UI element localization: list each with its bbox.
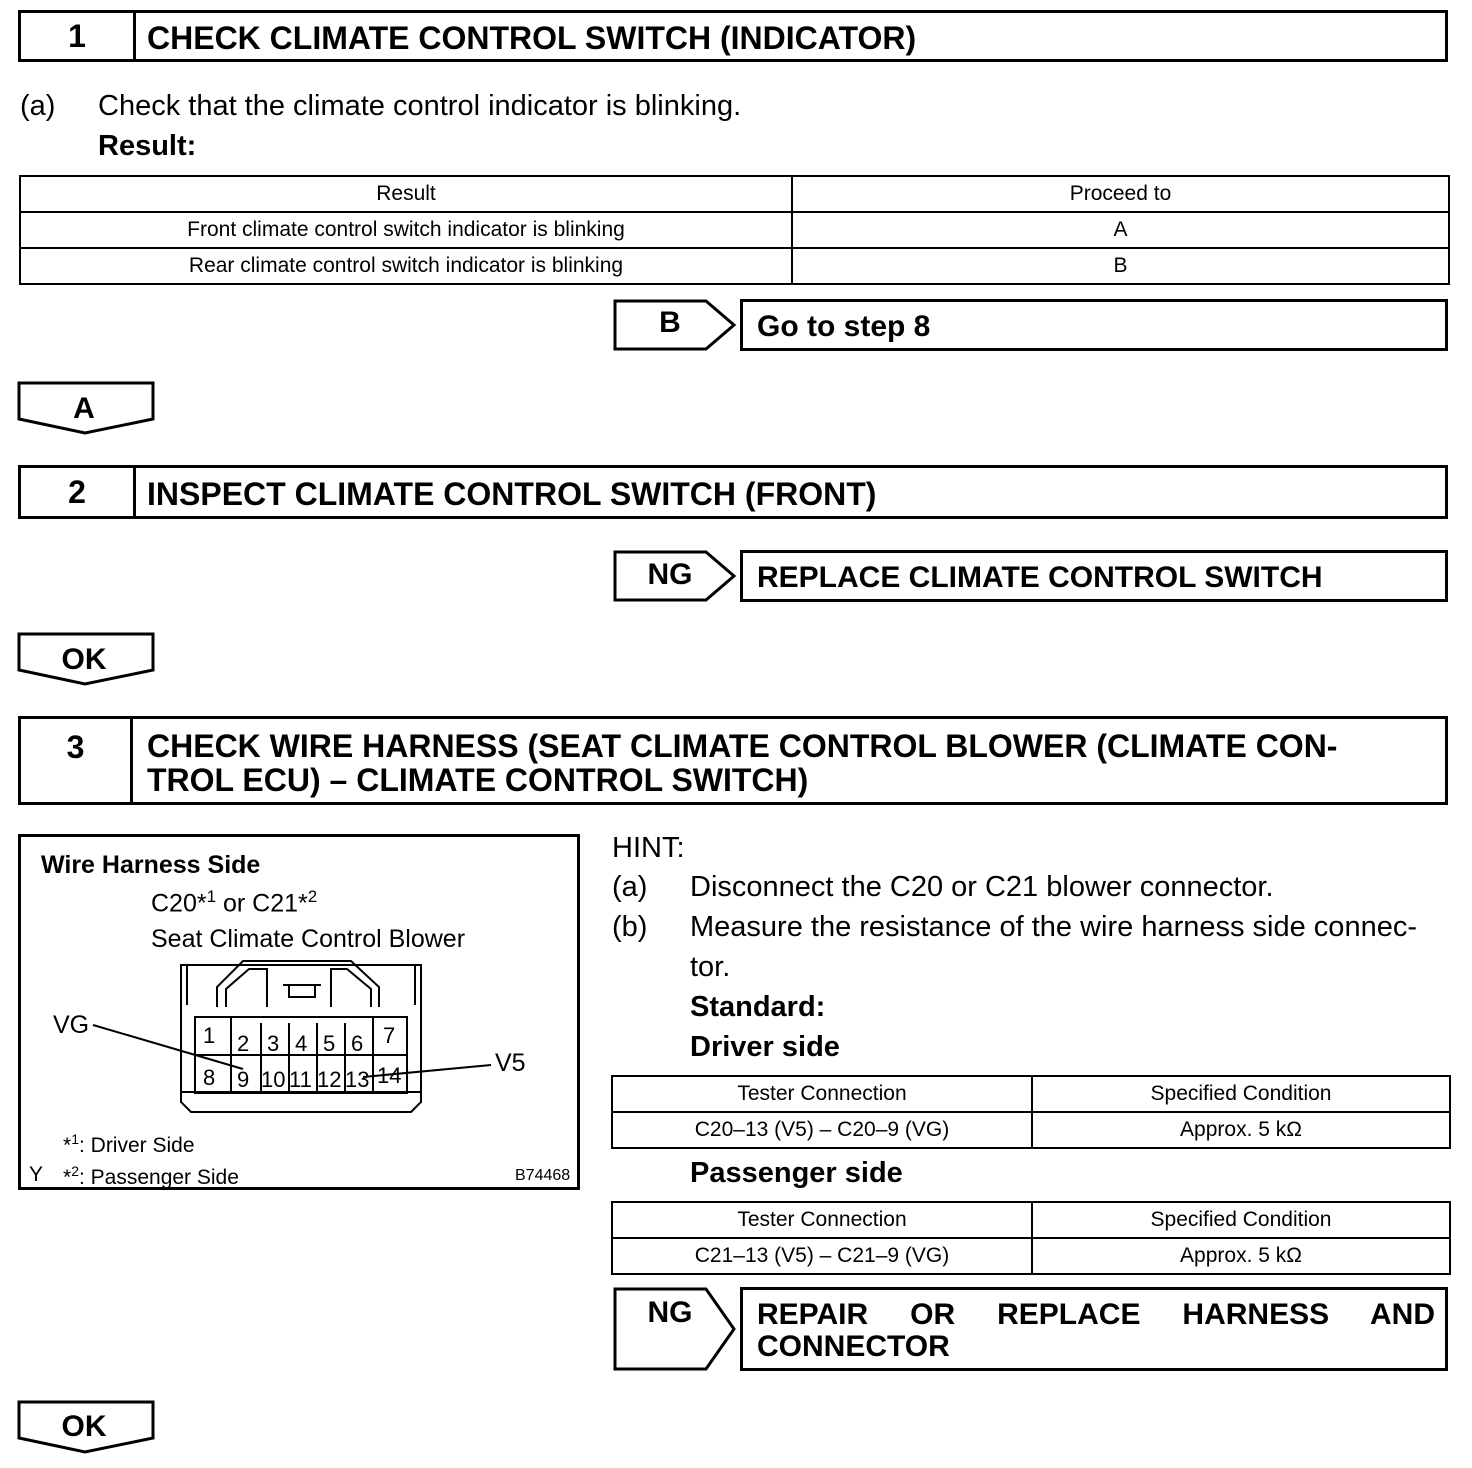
table-header-row — [612, 1076, 1450, 1112]
pin-number: 11 — [289, 1067, 312, 1092]
step-title: CHECK CLIMATE CONTROL SWITCH (INDICATOR) — [147, 20, 917, 56]
branch-label: B — [659, 306, 681, 339]
hint-label: HINT: — [612, 832, 685, 864]
footnote-mark: 1 — [206, 887, 217, 906]
next-label: A — [73, 392, 95, 425]
instruction-text: Check that the climate control indicator is blinking. — [98, 90, 742, 122]
connector-a: C20* — [151, 889, 207, 918]
result-heading: Result: — [98, 130, 197, 162]
passenger-spec-table — [611, 1201, 1451, 1275]
branch-action — [740, 1287, 1448, 1371]
step-title: INSPECT CLIMATE CONTROL SWITCH (FRONT) — [147, 476, 877, 512]
pin-label-v5: V5 — [495, 1049, 526, 1077]
branch-action-text: CONNECTOR — [757, 1330, 950, 1363]
table-cell: C20–13 (V5) – C20–9 (VG) — [612, 1112, 1032, 1148]
pin-number: 10 — [261, 1067, 286, 1092]
pin-number: 14 — [377, 1063, 402, 1088]
figure-code: B74468 — [515, 1167, 571, 1184]
connector-b: or C21* — [216, 889, 308, 918]
instruction-text: tor. — [690, 951, 731, 983]
table-cell: Rear climate control switch indicator is blinking — [20, 248, 792, 284]
item-label: (a) — [612, 871, 648, 903]
branch-label: NG — [647, 558, 693, 591]
table-cell: B — [792, 248, 1449, 284]
step-title-line: CHECK WIRE HARNESS (SEAT CLIMATE CONTROL BLOWER (CLIMATE CON- — [147, 728, 1338, 764]
footnote-mark: 2 — [307, 887, 318, 906]
pin-number: 12 — [317, 1067, 342, 1092]
table-header-row — [612, 1202, 1450, 1238]
component-name: Seat Climate Control Blower — [151, 925, 466, 953]
footnote-mark-y: Y — [29, 1163, 44, 1186]
next-label: OK — [61, 1410, 107, 1443]
table-header-row — [20, 176, 1449, 212]
pin-number: 1 — [203, 1023, 216, 1048]
item-label: (a) — [20, 90, 56, 122]
table-row — [612, 1112, 1450, 1148]
footnote-mark: 1 — [71, 1131, 79, 1147]
table-cell: Approx. 5 kΩ — [1032, 1238, 1450, 1274]
driver-spec-table — [611, 1075, 1451, 1149]
pin-number: 7 — [383, 1023, 396, 1048]
result-table — [19, 175, 1450, 285]
pin-number: 8 — [203, 1065, 216, 1090]
step-title — [147, 729, 1435, 797]
branch-action — [740, 299, 1448, 351]
branch-action-text: Go to step 8 — [757, 310, 931, 343]
pin-number: 3 — [267, 1031, 280, 1056]
pin-number: 13 — [345, 1067, 370, 1092]
step-number: 3 — [21, 719, 133, 802]
figure-heading: Wire Harness Side — [41, 851, 261, 879]
table-header-cell: Proceed to — [792, 176, 1449, 212]
step-2-header — [18, 465, 1448, 519]
table-cell: Approx. 5 kΩ — [1032, 1112, 1450, 1148]
table-header-cell: Tester Connection — [612, 1202, 1032, 1238]
footnote-prefix: * — [63, 1134, 72, 1157]
table-header-cell: Result — [20, 176, 792, 212]
passenger-side-heading: Passenger side — [690, 1157, 903, 1189]
pin-number: 4 — [295, 1031, 308, 1056]
pin-label-vg: VG — [53, 1011, 90, 1039]
step-number: 2 — [21, 468, 136, 516]
branch-label: NG — [647, 1296, 693, 1329]
pin-number: 9 — [237, 1067, 250, 1092]
step-3-header — [18, 716, 1448, 805]
standard-heading: Standard: — [690, 991, 826, 1023]
table-cell: C21–13 (V5) – C21–9 (VG) — [612, 1238, 1032, 1274]
footnote-driver — [63, 1131, 195, 1158]
item-label: (b) — [612, 911, 648, 943]
table-cell: A — [792, 212, 1449, 248]
footnote-text: : Driver Side — [78, 1134, 195, 1157]
step-1-header — [18, 10, 1448, 62]
footnote-prefix: * — [63, 1166, 72, 1189]
table-cell: Front climate control switch indicator is blinking — [20, 212, 792, 248]
instruction-text: Disconnect the C20 or C21 blower connector. — [690, 871, 1274, 903]
step-title-line: TROL ECU) – CLIMATE CONTROL SWITCH) — [147, 762, 809, 798]
table-header-cell: Tester Connection — [612, 1076, 1032, 1112]
next-label: OK — [61, 643, 107, 676]
step-number: 1 — [21, 13, 136, 59]
footnote-text: : Passenger Side — [78, 1166, 239, 1189]
pin-number: 6 — [351, 1031, 364, 1056]
table-row — [20, 212, 1449, 248]
table-row — [612, 1238, 1450, 1274]
connector-figure — [18, 834, 580, 1190]
table-row — [20, 248, 1449, 284]
instruction-text: Measure the resistance of the wire harness side connec- — [690, 911, 1417, 943]
footnote-passenger — [63, 1163, 239, 1190]
table-header-cell: Specified Condition — [1032, 1202, 1450, 1238]
table-header-cell: Specified Condition — [1032, 1076, 1450, 1112]
driver-side-heading: Driver side — [690, 1031, 840, 1063]
footnote-mark: 2 — [71, 1163, 79, 1179]
branch-action-text: REPAIR OR REPLACE HARNESS AND — [757, 1298, 1435, 1331]
branch-action-text: REPLACE CLIMATE CONTROL SWITCH — [757, 561, 1323, 594]
pin-number: 5 — [323, 1031, 336, 1056]
branch-action — [740, 550, 1448, 602]
pin-number: 2 — [237, 1031, 250, 1056]
